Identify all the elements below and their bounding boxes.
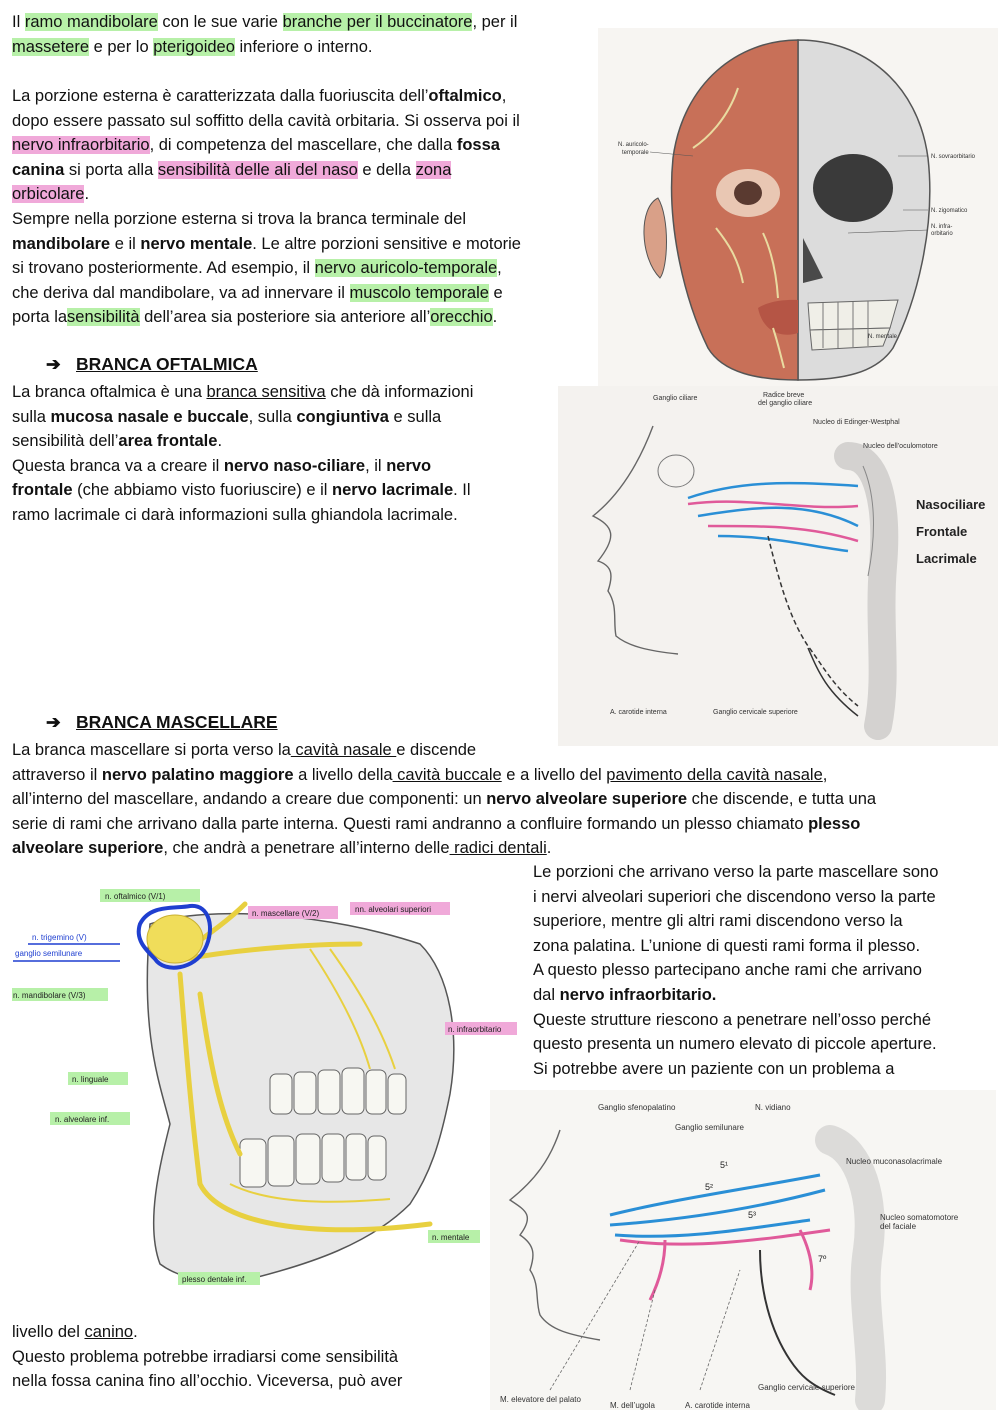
svg-text:n. alveolare inf.: n. alveolare inf. <box>55 1115 110 1124</box>
svg-text:N. auricolo-: N. auricolo- <box>618 142 649 148</box>
svg-text:n. trigemino (V): n. trigemino (V) <box>32 933 87 942</box>
svg-text:N. infra-: N. infra- <box>931 224 953 230</box>
svg-text:5²: 5² <box>705 1182 714 1192</box>
figure-head-nerves <box>598 28 998 386</box>
svg-text:del ganglio ciliare: del ganglio ciliare <box>758 400 813 407</box>
svg-text:Nucleo dell’oculomotore: Nucleo dell’oculomotore <box>863 443 938 450</box>
svg-text:N. zigomatico: N. zigomatico <box>931 208 968 214</box>
svg-text:Radice breve: Radice breve <box>763 392 805 399</box>
svg-text:N. sovraorbitario: N. sovraorbitario <box>931 154 976 160</box>
svg-text:A. carotide interna: A. carotide interna <box>610 709 667 716</box>
svg-text:n. infraorbitario: n. infraorbitario <box>448 1025 502 1034</box>
svg-text:Ganglio semilunare: Ganglio semilunare <box>675 1123 744 1132</box>
svg-text:Nucleo somatomotore: Nucleo somatomotore <box>880 1213 959 1222</box>
svg-text:ganglio semilunare: ganglio semilunare <box>15 949 83 958</box>
paragraph-porzione-posteriore: Sempre nella porzione esterna si trova la branca terminale del mandibolare e il nervo mentale. Le altre porzioni sensitive e motorie si trovano posteriormente. Ad esempio, il nervo auricolo-temporale, che deriva dal mandibolare, va ad innervare il muscolo temporale e porta lasensibilità dell’area sia posteriore sia anteriore all’orecchio. <box>12 210 521 327</box>
paragraph-branca-mascellare: La branca mascellare si porta verso la cavità nasale e discende attraverso il nervo palatino maggiore a livello della cavità buccale e a livello del pavimento della cavità nasale, all’interno del mascellare, andando a creare due componenti: un nervo alveolare superiore che discende, e tutta una serie di rami che arrivano dalla parte interna. Questi rami andranno a confluire formando un plesso chiamato plesso alveolare superiore, che andrà a penetrare all’interno delle radici dentali. <box>12 741 877 858</box>
svg-text:Ganglio cervicale superiore: Ganglio cervicale superiore <box>713 709 798 716</box>
section-heading-branca-mascellare: ➔ BRANCA MASCELLARE <box>46 712 278 732</box>
svg-text:Ganglio sfenopalatino: Ganglio sfenopalatino <box>598 1103 676 1112</box>
svg-text:N. mentale: N. mentale <box>868 334 898 340</box>
svg-text:M. dell’ugola: M. dell’ugola <box>610 1401 655 1410</box>
svg-text:temporale: temporale <box>622 150 649 156</box>
section-heading-branca-oftalmica: ➔ BRANCA OFTALMICA <box>46 354 258 374</box>
arrow-icon: ➔ <box>46 354 61 374</box>
svg-text:n. mandibolare (V/3): n. mandibolare (V/3) <box>13 991 86 1000</box>
svg-text:Lacrimale: Lacrimale <box>916 551 977 566</box>
sphenopalatine-pathway-diagram <box>490 1090 996 1410</box>
paragraph-ramo-mandibolare: Il ramo mandibolare con le sue varie branche per il buccinatore, per il massetere e per lo pterigoideo inferiore o interno. <box>12 13 518 56</box>
svg-text:5¹: 5¹ <box>720 1160 729 1170</box>
paragraph-nervi-alveolari: Le porzioni che arrivano verso la parte mascellare sono i nervi alveolari superiori che discendono verso la parte superiore, mentre gli altri rami discendono verso la zona palatina. L’unione di questi rami forma il plesso. A questo plesso partecipano anche rami che arrivano dal nervo infraorbitario. Queste strutture riescono a penetrare nell’osso perché questo presenta un numero elevato di piccole aperture. Si potrebbe avere un paziente con un problema a <box>533 863 939 1078</box>
svg-text:N. vidiano: N. vidiano <box>755 1103 791 1112</box>
svg-text:Frontale: Frontale <box>916 524 968 539</box>
paragraph-branca-oftalmica: La branca oftalmica è una branca sensitiva che dà informazioni sulla mucosa nasale e buccale, sulla congiuntiva e sulla sensibilità dell’area frontale. Questa branca va a creare il nervo naso-ciliare, il nervo frontale (che abbiamo visto fuoriuscire) e il nervo lacrimale. Il ramo lacrimale ci darà informazioni sulla ghiandola lacrimale. <box>12 383 474 524</box>
head-illustration <box>598 28 998 386</box>
svg-text:orbitario: orbitario <box>931 231 953 237</box>
svg-text:n. oftalmico (V/1): n. oftalmico (V/1) <box>105 892 166 901</box>
svg-text:n. linguale: n. linguale <box>72 1075 109 1084</box>
svg-text:n. mentale: n. mentale <box>432 1233 470 1242</box>
svg-text:Nucleo muconasolacrimale: Nucleo muconasolacrimale <box>846 1157 943 1166</box>
svg-text:n. mascellare (V/2): n. mascellare (V/2) <box>252 909 320 918</box>
ciliary-pathway-diagram <box>558 386 998 746</box>
figure-sphenopalatine-ganglion <box>490 1090 996 1410</box>
svg-text:Nasociliare: Nasociliare <box>916 497 986 512</box>
svg-text:nn. alveolari superiori: nn. alveolari superiori <box>355 905 432 914</box>
jaw-illustration <box>10 884 522 1296</box>
svg-text:7º: 7º <box>818 1254 827 1264</box>
figure-jaw-nerves <box>10 884 522 1296</box>
svg-text:del faciale: del faciale <box>880 1222 917 1231</box>
svg-text:Nucleo di Edinger-Westphal: Nucleo di Edinger-Westphal <box>813 419 900 426</box>
svg-text:5³: 5³ <box>748 1210 757 1220</box>
svg-text:A. carotide interna: A. carotide interna <box>685 1401 750 1410</box>
paragraph-canino: livello del canino. Questo problema potrebbe irradiarsi come sensibilità nella fossa canina fino all’occhio. Viceversa, può aver <box>12 1323 403 1391</box>
svg-text:Ganglio cervicale superiore: Ganglio cervicale superiore <box>758 1383 855 1392</box>
figure-ciliary-ganglion <box>558 386 998 746</box>
arrow-icon: ➔ <box>46 712 61 732</box>
paragraph-porzione-esterna: La porzione esterna è caratterizzata dalla fuoriuscita dell’oftalmico, dopo essere passato sul soffitto della cavità orbitaria. Si osserva poi il nervo infraorbitario, di competenza del mascellare, che dalla fossa canina si porta alla sensibilità delle ali del naso e della zona orbicolare. <box>12 87 520 204</box>
svg-text:plesso dentale inf.: plesso dentale inf. <box>182 1275 247 1284</box>
svg-text:M. elevatore del palato: M. elevatore del palato <box>500 1395 581 1404</box>
svg-text:Ganglio ciliare: Ganglio ciliare <box>653 395 698 402</box>
